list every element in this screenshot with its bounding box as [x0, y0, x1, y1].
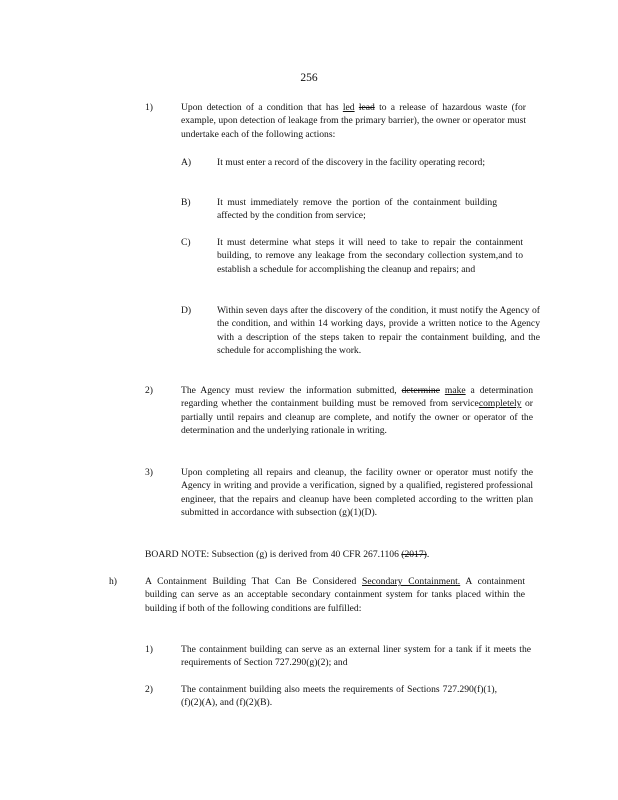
- item-label-2: 2): [145, 385, 153, 396]
- text-run: Upon detection of a condition that has: [181, 102, 343, 113]
- deleted-text: determine: [401, 385, 440, 396]
- item-label-c: C): [181, 237, 191, 248]
- text-run: Upon completing all repairs and cleanup, the facility owner or operator must notify the Agency in writing and provide a verification, signed by a qualified, registered professional engineer, that the repairs and cleanup have been completed according to the written plan submitted in accordance with subsection (g)(1)(D).: [181, 467, 533, 518]
- paragraph-1: [181, 101, 526, 141]
- inserted-text: make: [444, 385, 466, 396]
- text-run: The containment building can serve as an external liner system for a tank if it meets the requirements of Section 727.290(g)(2); and: [181, 644, 531, 669]
- item-label-d: D): [181, 305, 192, 316]
- text-run: .: [426, 549, 430, 560]
- paragraph-h1: [181, 643, 531, 670]
- text-run: It must immediately remove the portion of the containment building affected by the condition from service;: [217, 197, 497, 222]
- item-label-h: h): [109, 576, 117, 587]
- paragraph-h: [145, 575, 525, 615]
- text-run: The Agency must review the information submitted,: [181, 385, 402, 396]
- item-label-h2: 2): [145, 684, 153, 695]
- text-run: a determination regarding whether the containment building must be removed from service: [181, 385, 533, 410]
- text-run: A containment building can serve as an acceptable secondary containment system for tanks placed within the building if both of the following conditions are fulfilled:: [145, 576, 525, 614]
- paragraph-3: [181, 466, 533, 519]
- deleted-text: lead: [358, 102, 375, 113]
- text-run: or partially until repairs and cleanup are complete, and notify the owner or operator of the determination and the underlying rationale in writing.: [181, 398, 533, 436]
- item-label-3: 3): [145, 467, 153, 478]
- text-run: Within seven days after the discovery of the condition, it must notify the Agency of the condition, and within 14 working days, provide a written notice to the Agency with a description of the steps taken to repair the containment building, and the schedule for accomplishing the work.: [217, 305, 540, 356]
- paragraph-h2: [181, 683, 497, 710]
- paragraph-c: [217, 236, 523, 276]
- item-label-1: 1): [145, 102, 153, 113]
- inserted-text: Secondary Containment.: [362, 576, 461, 587]
- board-note: [145, 548, 525, 561]
- text-run: to a release of hazardous waste (for example, upon detection of leakage from the primary barrier), the owner or operator must undertake each of the following actions:: [181, 102, 526, 140]
- inserted-text: completely: [478, 398, 522, 410]
- page-number: 256: [300, 72, 318, 84]
- paragraph-d: [217, 304, 540, 357]
- text-run: It must determine what steps it will need to take to repair the containment building, to remove any leakage from the secondary collection system,and to establish a schedule for accomplishing the cleanup and repairs; and: [217, 237, 523, 275]
- paragraph-b: [217, 196, 497, 223]
- text-run: It must enter a record of the discovery in the facility operating record;: [217, 157, 485, 168]
- paragraph-2: [181, 384, 533, 437]
- inserted-text: led: [342, 102, 355, 113]
- item-label-b: B): [181, 197, 191, 208]
- text-run: BOARD NOTE: Subsection (g) is derived from 40 CFR 267.1106: [145, 549, 402, 560]
- deleted-text: (2017): [401, 549, 427, 560]
- paragraph-a: [217, 156, 509, 169]
- item-label-a: A): [181, 157, 192, 168]
- item-label-h1: 1): [145, 644, 153, 655]
- text-run: A Containment Building That Can Be Considered: [145, 576, 362, 587]
- text-run: The containment building also meets the requirements of Sections 727.290(f)(1), (f)(2)(A), and (f)(2)(B).: [181, 684, 497, 709]
